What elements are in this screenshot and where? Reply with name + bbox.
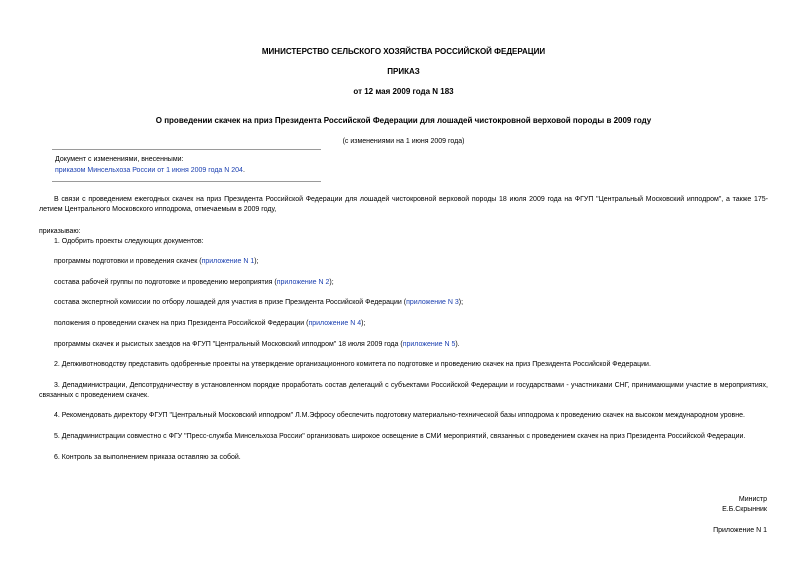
subitem-text: положения о проведении скачек на приз Президента Российской Федерации (: [54, 320, 309, 327]
doc-type-heading: ПРИКАЗ: [387, 67, 420, 76]
appendix-4-link[interactable]: приложение N 4: [308, 320, 362, 327]
ministry-heading: МИНИСТЕРСТВО СЕЛЬСКОГО ХОЗЯЙСТВА РОССИЙСКОЙ ФЕДЕРАЦИИ: [261, 47, 546, 56]
item-1: 1. Одобрить проекты следующих документов:: [54, 238, 204, 245]
change-box-bottom-rule: [52, 181, 321, 182]
subitem-suffix: ).: [455, 341, 460, 348]
subitem: [54, 278, 334, 287]
subitem-text: программы подготовки и проведения скачек (: [54, 258, 202, 265]
amendment-note: (с изменениями на 1 июня 2009 года): [342, 138, 465, 145]
change-box-label: Документ с изменениями, внесенными:: [55, 156, 184, 163]
item-6: 6. Контроль за выполнением приказа оставляю за собой.: [54, 454, 241, 461]
item-5: 5. Депадминистрации совместно с ФГУ "Пресс-служба Минсельхоза России" организовать широкое освещение в СМИ мероприятий, связанных с проведением скачек на приз Президента Российской Федерации.: [54, 433, 746, 440]
appendix-1-link[interactable]: приложение N 1: [201, 258, 255, 265]
item-4: 4. Рекомендовать директору ФГУП "Центральный Московский ипподром" Л.М.Эфроcу обеспечить подготовку материально-технической базы ипподрома к проведению скачек на высоком международном уровне.: [54, 412, 745, 419]
subitem-suffix: );: [361, 320, 366, 327]
subitem: [54, 257, 259, 266]
order-word: приказываю:: [39, 228, 81, 235]
subitem-text: состава рабочей группы по подготовке и проведению мероприятия (: [54, 279, 277, 286]
appendix-5-link[interactable]: приложение N 5: [402, 341, 456, 348]
appendix-3-link[interactable]: приложение N 3: [406, 299, 459, 306]
change-box-line: [55, 166, 245, 175]
appendix-label: Приложение N 1: [713, 527, 767, 534]
change-box-link-suffix: .: [242, 167, 245, 174]
subitem-suffix: );: [254, 258, 259, 265]
doc-date-number: от 12 мая 2009 года N 183: [353, 87, 454, 96]
subitem-text: программы скачек и рысистых заездов на ФГУП "Центральный Московский ипподром" 18 июля 2009 года (: [54, 341, 403, 348]
subitem-text: состава экспертной комиссии по отбору лошадей для участия в призе Президента Российской Федерации (: [54, 299, 407, 306]
subitem: [54, 340, 460, 349]
appendix-2-link[interactable]: приложение N 2: [276, 279, 330, 286]
signatory-name: Е.Б.Скрынник: [722, 506, 767, 513]
item-2: 2. Депживотноводству представить одобренные проекты на утверждение организационного комитета по подготовке и проведению скачек на приз Президента Российской Федерации.: [54, 361, 651, 368]
intro-paragraph: В связи с проведением ежегодных скачек на приз Президента Российской Федерации для лошадей чистокровной верховой породы 18 июля 2009 года на ФГУП "Центральный Московский ипподром", а также 175-летием Центрального Московского ипподрома, отмечаемым в 2009 году,: [39, 196, 768, 213]
subitem-suffix: );: [458, 299, 464, 306]
subitem: [54, 298, 463, 307]
amending-order-link[interactable]: приказом Минсельхоза России от 1 июня 2009 года N 204: [55, 167, 243, 174]
subitem-suffix: );: [329, 279, 334, 286]
doc-title: О проведении скачек на приз Президента Российской Федерации для лошадей чистокровной верховой породы в 2009 году: [155, 116, 652, 125]
signatory-position: Министр: [738, 496, 767, 503]
item-3: 3. Депадминистрации, Депсотрудничеству в установленном порядке проработать состав делегаций с субъектами Российской Федерации и государствами - участниками СНГ, принимающими участие в мероприятиях, связанных с проведением скачек.: [39, 382, 768, 399]
subitem: [54, 319, 365, 328]
change-box-top-rule: [52, 149, 321, 150]
